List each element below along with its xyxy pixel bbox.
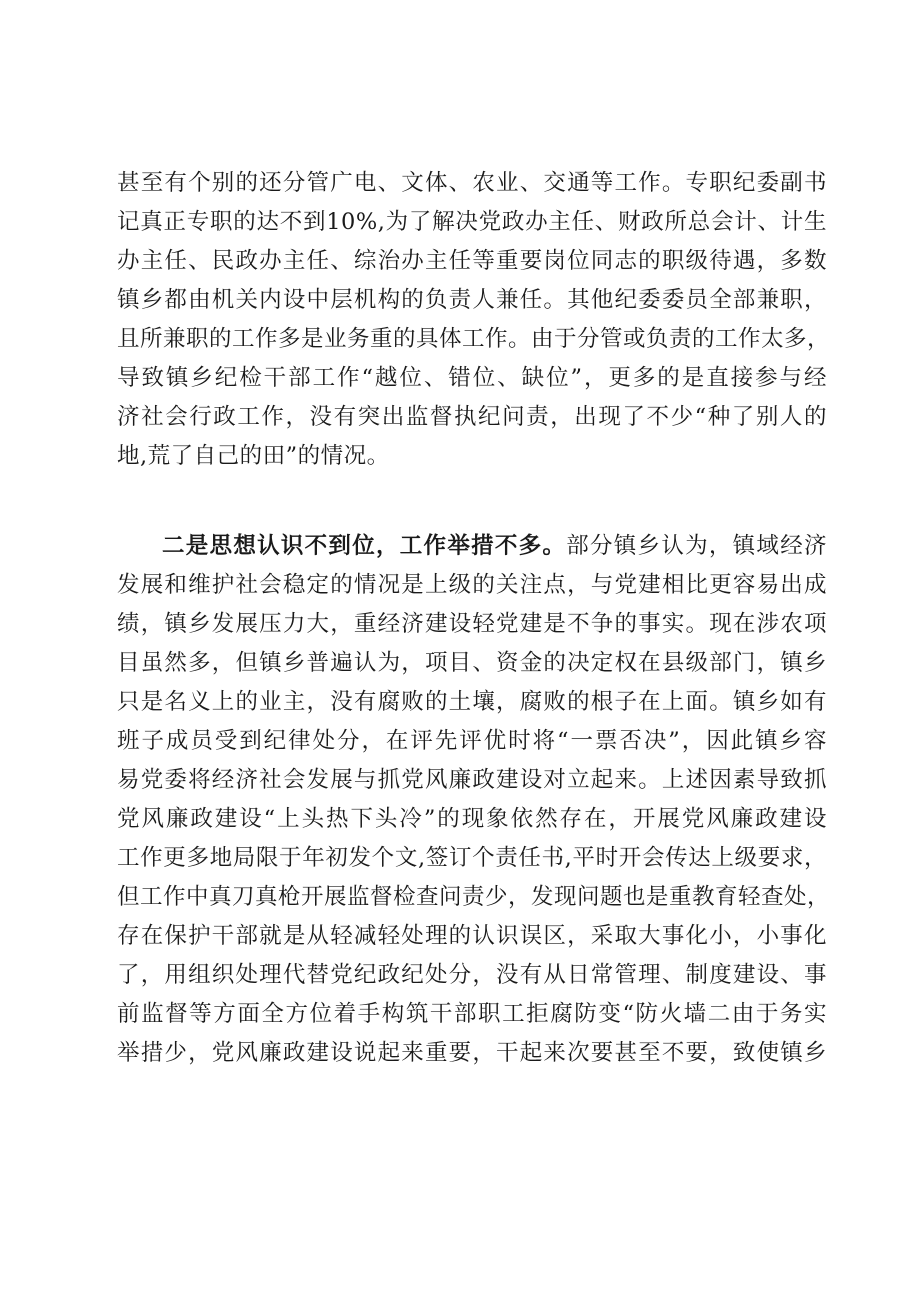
text-line: 党风廉政建设“上头热下头冷”的现象依然存在，开展党风廉政建设: [117, 806, 827, 832]
paragraph-2: [117, 527, 831, 1073]
text-line: 记真正专职的达不到10%,为了解决党政办主任、财政所总会计、计生: [117, 209, 827, 235]
text-line: 济社会行政工作，没有突出监督执纪问责，出现了不少“种了别人的: [117, 404, 827, 430]
text-line: 前监督等方面全方位着手构筑干部职工拒腐防变“防火墙二由于务实: [117, 1001, 827, 1027]
text-line: 举措少，党风廉政建设说起来重要，干起来次要甚至不要，致使镇乡: [117, 1040, 827, 1066]
text-line: 导致镇乡纪检干部工作“越位、错位、缺位”，更多的是直接参与经: [117, 365, 827, 391]
section-heading: 二是思想认识不到位，工作举措不多。: [162, 533, 567, 559]
text-line-first: [117, 527, 827, 566]
text-line: 发展和维护社会稳定的情况是上级的关注点，与党建相比更容易出成: [117, 572, 827, 598]
paragraph-1: [117, 164, 831, 476]
text-line: 易党委将经济社会发展与抓党风廉政建设对立起来。上述因素导致抓: [117, 767, 827, 793]
text-line: 目虽然多，但镇乡普遍认为，项目、资金的决定权在县级部门，镇乡: [117, 650, 827, 676]
text-line: 地,荒了自己的田”的情况。: [117, 443, 390, 469]
text-line: 只是名义上的业主，没有腐败的土壤，腐败的根子在上面。镇乡如有: [117, 689, 827, 715]
text-line: 存在保护干部就是从轻减轻处理的认识误区，采取大事化小，小事化: [117, 923, 827, 949]
text-line: 办主任、民政办主任、综治办主任等重要岗位同志的职级待遇，多数: [117, 248, 827, 274]
text-line: 班子成员受到纪律处分，在评先评优时将“一票否决”，因此镇乡容: [117, 728, 827, 754]
text-line: 了，用组织处理代替党纪政纪处分，没有从日常管理、制度建设、事: [117, 962, 827, 988]
text-line: 绩，镇乡发展压力大，重经济建设轻党建是不争的事实。现在涉农项: [117, 611, 827, 637]
text-line: 工作更多地局限于年初发个文,签订个责任书,平时开会传达上级要求，: [117, 845, 827, 871]
text-line: 但工作中真刀真枪开展监督检查问责少，发现问题也是重教育轻查处，: [117, 884, 831, 910]
text-line: 甚至有个别的还分管广电、文体、农业、交通等工作。专职纪委副书: [117, 170, 827, 196]
text-line: 镇乡都由机关内设中层机构的负责人兼任。其他纪委委员全部兼职，: [117, 287, 827, 313]
text-line: 且所兼职的工作多是业务重的具体工作。由于分管或负责的工作太多，: [117, 326, 831, 352]
first-line-rest: 部分镇乡认为，镇域经济: [566, 533, 827, 559]
